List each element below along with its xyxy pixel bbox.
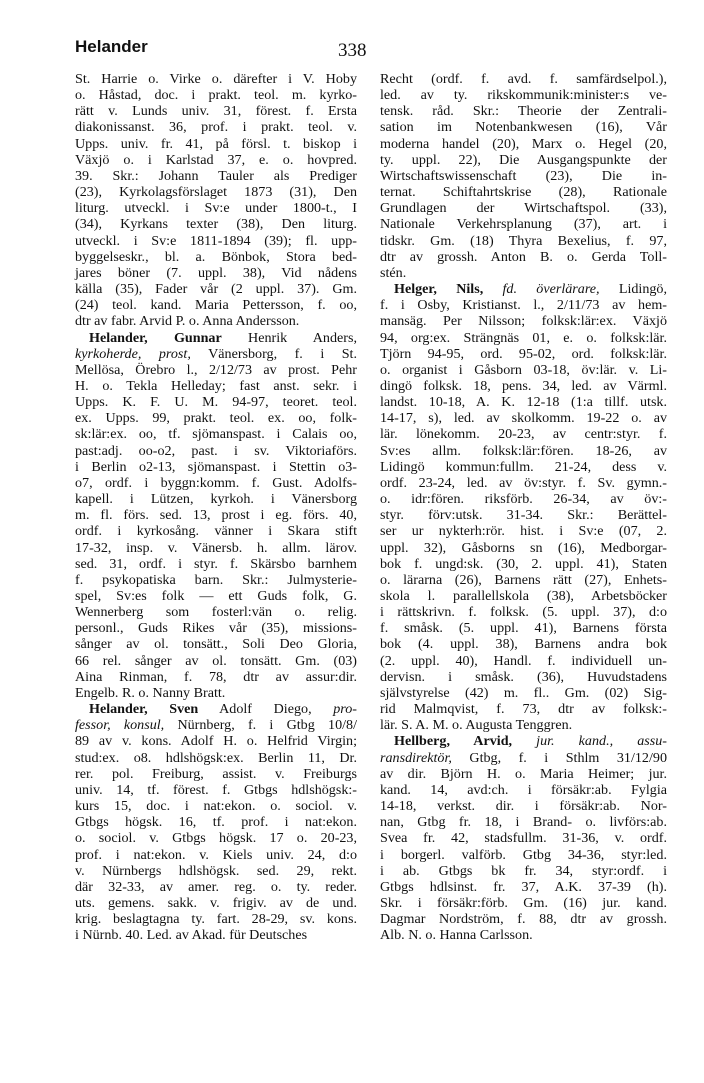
- entry-title: ransdirektör,: [380, 749, 452, 766]
- running-head: Helander: [75, 37, 148, 56]
- text-line: nan, Gtbg fr. 18, i Brand- o. livförs:ab.: [380, 814, 667, 831]
- text-line: i borgerl. valförb. Gtbg 34-36, styr:led.: [380, 846, 667, 863]
- text-line: dingö folksk. 18, pens. 34, led. av Värml.: [380, 377, 667, 394]
- text-line: fessor, konsul, Nürnberg, f. i Gtbg 10/8/: [75, 717, 357, 734]
- text-line: kand. 14, avd:ch. i försäkr:ab. Fylgia: [380, 781, 667, 798]
- left-column: [75, 71, 357, 943]
- text-line: Aina Rinman, f. 78, dtr av assur:dir.: [75, 668, 357, 685]
- text-line: rätt v. Lunds univ. 31, förest. f. Ersta: [75, 103, 357, 120]
- text-line: Helander, Gunnar Henrik Anders,: [89, 329, 357, 346]
- text-line: krig. beslagtagna ty. fart. 28-29, sv. kons.: [75, 911, 357, 928]
- text-line: i Berlin o2-13, sjömanspast. i Stettin o3-: [75, 458, 357, 475]
- text-line: 89 av v. kons. Adolf H. o. Helfrid Virgin;: [75, 733, 357, 750]
- text-line: rid Malmqvist, f. 73, dtr av folksk:-: [380, 701, 667, 718]
- text-line: Nationale Verkehrsplanung (37), art. i: [380, 216, 667, 233]
- text-line: (2. uppl. 40), Handl. f. individuell un-: [380, 652, 667, 669]
- entry-title: kyrkoherde, prost,: [75, 345, 191, 362]
- entry-title: jur. kand., assu-: [512, 733, 667, 750]
- text-line: kurs 15, doc. i nat:ekon. o. sociol. v.: [75, 798, 357, 815]
- text-line: univ. 14, tf. förest. f. Gtbgs hdlshögsk:-: [75, 781, 357, 798]
- right-column: [380, 71, 667, 943]
- text-line: f. småsk. (5. uppl. 41), Barnens första: [380, 620, 667, 637]
- text-line: skola l. parallellskola (38), Arbetsböcker: [380, 588, 667, 604]
- text-line: uts. gemens. sakk. v. frigiv. av de und.: [75, 894, 357, 911]
- entry-name: Helger, Nils,: [394, 281, 484, 298]
- entry-title: fd. överlärare,: [483, 281, 600, 298]
- text-line: Tjörn 94-95, ord. 95-02, ord. folksk:lär.: [380, 345, 667, 362]
- text-line: past:adj. oo-o2, past. i sv. Viktoriaförs.: [75, 442, 357, 459]
- entry-title: fessor, konsul,: [75, 717, 165, 734]
- text-line: Grundlagen der Wirtschaftspol. (33),: [380, 200, 667, 217]
- text-line: 17-32, insp. v. Vänersb. h. allm. lärov.: [75, 539, 357, 556]
- text-line: Engelb. R. o. Nanny Bratt.: [75, 684, 226, 701]
- text-line: av dir. Björn H. o. Maria Heimer; jur.: [380, 765, 667, 782]
- entry-name: Helander, Gunnar: [89, 329, 222, 346]
- page-number: 338: [338, 40, 367, 61]
- text-line: ransdirektör, Gtbg, f. i Sthlm 31/12/90: [380, 749, 667, 766]
- text-line: prof. i nat:ekon. v. Kiels univ. 24, d:o: [75, 846, 357, 863]
- text-line: sk:lär:ex. oo, tf. sjömanspast. i Calais oo,: [75, 426, 357, 443]
- text-line: Alb. N. o. Hanna Carlsson.: [380, 927, 533, 944]
- text-line: ordf. 23-24, led. av öv:styr. f. Sv. gymn.-: [380, 474, 667, 491]
- text-line: Helander, Sven Adolf Diego, pro-: [89, 701, 357, 718]
- text-line: Upps. univ. fr. 41, på försl. t. biskop i: [75, 135, 357, 152]
- entry-title: pro-: [333, 701, 357, 718]
- text-line: ser ur nykterh:rör. hist. i Sv:e (07, 2.: [380, 523, 667, 540]
- text-line: personl., Guds Rikes vår (35), missions-: [75, 620, 357, 637]
- text-line: Mellösa, Örebro l., 2/12/73 av prost. Pehr: [75, 361, 357, 378]
- text-line: ty. uppl. 22), Die Ausgangspunkte der: [380, 151, 667, 168]
- text-line: Dagmar Nordström, f. 88, dtr av grossh.: [380, 911, 667, 928]
- text-line: o. Håstad, doc. i prakt. teol. m. kyrko-: [75, 87, 357, 104]
- text-line: Sv:es allm. folksk:lär:fören. 18-26, av: [380, 442, 667, 459]
- text-line: ex. Upps. 99, prakt. teol. ex. oo, folk-: [75, 410, 357, 427]
- text-line: bok (4. uppl. 38), Barnens andra bok: [380, 636, 667, 653]
- text-line: Upps. K. F. U. M. 94-97, teoret. teol.: [75, 394, 357, 411]
- text-line: [380, 733, 667, 749]
- text-line: Gtbgs hdlsinst. fr. 37, A.K. 37-39 (h).: [380, 878, 667, 895]
- text-line: o. sociol. v. Gtbgs högsk. 17 o. 20-23,: [75, 830, 357, 847]
- text-line: tidskr. Gm. (18) Thyra Bexelius, f. 97,: [380, 232, 667, 249]
- text-line: liturg. utveckl. i Sv:e under 1800-t., I: [75, 200, 357, 217]
- text-line: Helger, Nils, fd. överlärare, Lidingö,: [394, 281, 667, 298]
- text-line: v. Nürnbergs hdlshögsk. sed. 29, rekt.: [75, 862, 357, 879]
- text-line: o. organist i Gåsborn 03-18, öv:lär. v. Li-: [380, 361, 667, 378]
- text-line: 14-18, verkst. dir. i försäkr:ab. Nor-: [380, 798, 667, 815]
- text-line: bok f. ungd:sk. (30, 2. uppl. 41), Staten: [380, 555, 667, 572]
- text-line: dtr av fabr. Arvid P. o. Anna Andersson.: [75, 313, 300, 330]
- text-line: o. idr:fören. riksförb. 26-34, av öv:-: [380, 491, 667, 508]
- text-line: mansäg. Per Nilsson; folksk:lär:ex. Växjö: [380, 313, 667, 330]
- text-line: lär. lönekomm. 20-23, av centr:styr. f.: [380, 426, 667, 443]
- text-line: Svea fr. 42, stadsfullm. 31-36, v. ordf.: [380, 830, 667, 847]
- text-line: 66 rel. sånger av ol. tonsätt. Gm. (03): [75, 652, 357, 669]
- text-line: Wirtschaftswissenschaft (23), Die in-: [380, 167, 667, 184]
- text-line: St. Harrie o. Virke o. därefter i V. Hoby: [75, 71, 357, 87]
- text-line: Växjö o. i Karlstad 37, e. o. hovpred.: [75, 151, 357, 168]
- text-line: f. i Osby, Kristianst. l., 2/11/73 av hem-: [380, 297, 667, 314]
- text-line: (23), Kyrkolagsförslaget 1873 (31), Den: [75, 184, 357, 201]
- text-line: styr. förv:utsk. 31-34. Skr.: Berättel-: [380, 507, 667, 524]
- text-line: moderna handel (20), Marx o. Hegel (20,: [380, 135, 667, 152]
- text-line: rer. pol. Freiburg, assist. v. Freiburgs: [75, 765, 357, 782]
- text-line: ordf. i kyrkosång. vänner i Skara stift: [75, 523, 357, 540]
- text-line: ternat. Schiftahrtskrise (28), Rationale: [380, 184, 667, 201]
- text-line: tensk. råd. Skr.: Theorie der Zentrali-: [380, 103, 667, 120]
- text-line: byggelseskr., bl. a. Bönbok, Stora bed-: [75, 248, 357, 265]
- text-line: 39. Skr.: Johann Tauler als Prediger: [75, 167, 357, 184]
- text-line: utveckl. i Sv:e 1811-1894 (39); fl. upp-: [75, 232, 357, 249]
- text-line: självstyrelse (42) m. fl.. Gm. (02) Sig-: [380, 684, 667, 701]
- entry-name: Hellberg, Arvid,: [394, 733, 513, 750]
- text-line: stén.: [380, 264, 407, 281]
- text-line: i Nürnb. 40. Led. av Akad. für Deutsches: [75, 927, 308, 944]
- text-line: (34), Kyrkans texter (38), Den liturg.: [75, 216, 357, 233]
- text-line: Gtbgs högsk. 16, tf. prof. i nat:ekon.: [75, 814, 357, 831]
- text-line: diakonissanst. 36, prof. i prakt. teol. v.: [75, 119, 357, 136]
- text-line: o. lärarna (26), Barnens rätt (27), Enhets-: [380, 571, 667, 588]
- text-line: stud:ex. o8. hdlshögsk:ex. Berlin 11, Dr.: [75, 749, 357, 766]
- text-line: i rättskrivn. f. folksk. (5. uppl. 37), d:o: [380, 604, 667, 621]
- text-line: Wennerberg som fosterl:vän o. relig.: [75, 604, 357, 621]
- text-line: o7, ordf. i byggn:komm. f. Gust. Adolfs-: [75, 474, 357, 491]
- text-line: f. psykopatiska barn. Skr.: Julmysterie-: [75, 571, 357, 588]
- text-line: där 32-33, av amer. reg. o. ty. reder.: [75, 878, 357, 895]
- text-line: lär. S. A. M. o. Augusta Tenggren.: [380, 717, 573, 734]
- text-line: sed. 31, ordf. i styr. f. Skärsbo barnhem: [75, 555, 357, 572]
- text-line: sånger av ol. tonsätt., Soli Deo Gloria,: [75, 636, 357, 653]
- text-line: jares böner (7. uppl. 38), Vid nådens: [75, 264, 357, 281]
- text-line: Lidingö kommun:fullm. 21-24, dess v.: [380, 458, 667, 475]
- text-line: m. fl. förs. sed. 13, prost i eg. förs. 40,: [75, 507, 357, 524]
- text-line: 94, org:ex. Strängnäs 01, e. o. folksk:lär.: [380, 329, 667, 346]
- entry-name: Helander, Sven: [89, 701, 199, 718]
- text-line: Skr. i försäkr:förb. Gm. (16) jur. kand.: [380, 894, 667, 911]
- text-line: dtr av grossh. Anton B. o. Gerda Toll-: [380, 248, 667, 265]
- text-line: källa (35), Fader vår (2 uppl. 37). Gm.: [75, 281, 357, 298]
- text-line: kyrkoherde, prost, Vänersborg, f. i St.: [75, 345, 357, 362]
- text-line: i ab. Gtbgs bk fr. 34, styr:ordf. i: [380, 862, 667, 879]
- text-line: uppl. 32), Gåsborns sn (16), Medborgar-: [380, 539, 667, 556]
- text-line: dervisn. i småsk. (36), Huvudstadens: [380, 668, 667, 685]
- text-line: sation im Notenbankwesen (16), Vår: [380, 119, 667, 136]
- text-line: landst. 10-18, A. K. 12-18 (1:a tillf. utsk.: [380, 394, 667, 411]
- text-line: led. av ty. rikskommunik:minister:s ve-: [380, 87, 667, 104]
- text-line: 14-17, s), led. av skolkomm. 19-22 o. av: [380, 410, 667, 427]
- text-line: kapell. i Lützen, kyrkoh. i Vänersborg: [75, 491, 357, 508]
- text-line: spel, Sv:es folk — ett Guds folk, G.: [75, 588, 357, 604]
- text-line: (24) teol. kand. Maria Pettersson, f. oo,: [75, 297, 357, 314]
- text-line: H. o. Tekla Helleday; fast anst. sekr. i: [75, 377, 357, 394]
- text-line: Recht (ordf. f. avd. f. samfärdselpol.),: [380, 71, 667, 87]
